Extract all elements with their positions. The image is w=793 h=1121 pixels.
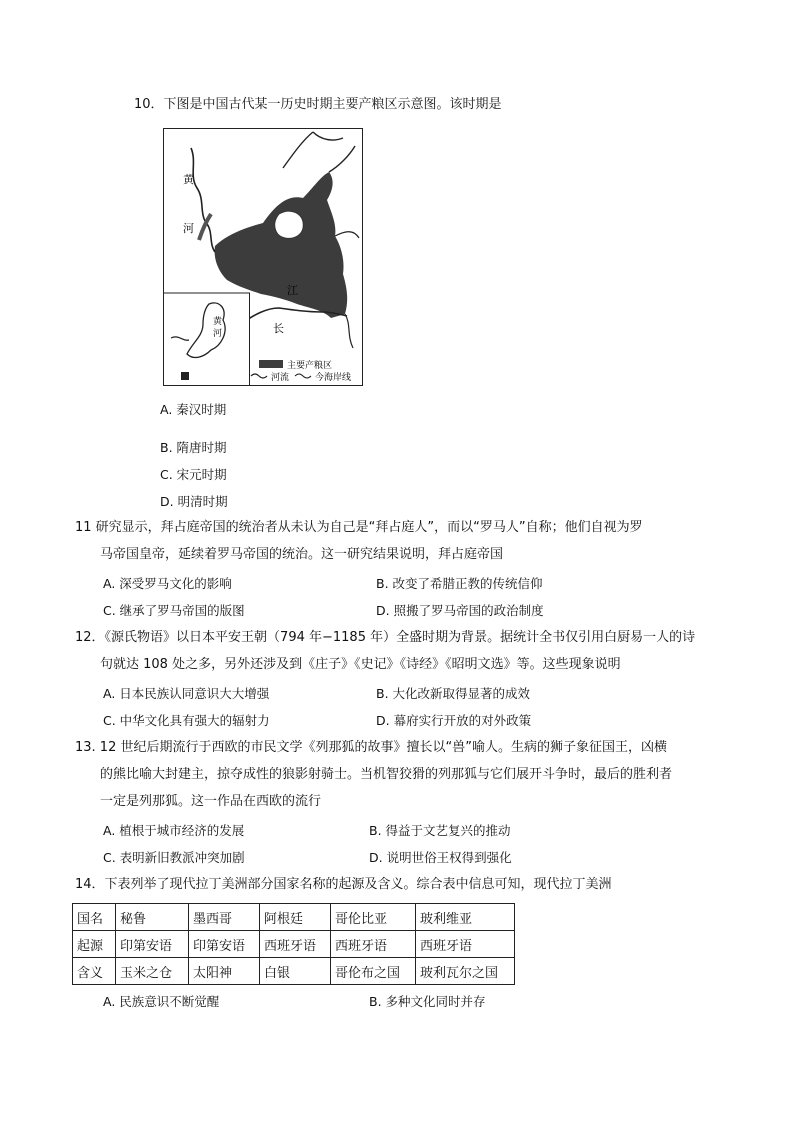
table-cell: 起源 [73,931,116,958]
q11-option-c[interactable]: C. 继承了罗马帝国的版图 [103,603,245,618]
q10-option-a[interactable]: A. 秦汉时期 [160,402,227,417]
table-cell: 西班牙语 [260,931,331,958]
table-row [73,931,515,958]
table-cell: 白银 [260,958,331,985]
table-cell: 玻利维亚 [416,904,515,931]
table-cell: 国名 [73,904,116,931]
q10-option-b[interactable]: B. 隋唐时期 [160,440,227,455]
q13-option-a[interactable]: A. 植根于城市经济的发展 [103,823,245,838]
table-cell: 哥伦布之国 [331,958,416,985]
q11-stem-line2: 马帝国皇帝，延续着罗马帝国的统治。这一研究结果说明，拜占庭帝国 [100,547,504,562]
q13-stem-line3: 一定是列那狐。这一作品在西欧的流行 [100,794,322,809]
q12-option-c[interactable]: C. 中华文化具有强大的辐射力 [103,713,270,728]
q11-option-b[interactable]: B. 改变了希腊正教的传统信仰 [376,576,543,591]
q12-option-d[interactable]: D. 幕府实行开放的对外政策 [376,713,532,728]
table-cell: 玉米之仓 [116,958,189,985]
river-label-chang: 长 [273,322,284,335]
river-label-jiang: 江 [287,284,298,297]
river-label-huang: 黄 [183,173,194,186]
q13-stem-line2: 的熊比喻大封建主，掠夺成性的狼影射骑士。当机智狡猾的列那狐与它们展开斗争时，最后的胜利者 [100,767,673,782]
table-cell: 印第安语 [116,931,189,958]
legend-area-swatch [259,360,283,368]
table-cell: 墨西哥 [189,904,260,931]
q12-stem-line1: 12．《源氏物语》以日本平安王朝（794 年−1185 年）全盛时期为背景。据统计全书仅引用白厨易一人的诗 [75,630,696,645]
q12-option-b[interactable]: B. 大化改新取得显著的成效 [376,686,531,701]
q11-option-a[interactable]: A. 深受罗马文化的影响 [103,576,232,591]
q12-stem-line2: 句就达 108 处之多，另外还涉及到《庄子》《史记》《诗经》《昭明文选》等。这些现象说明 [100,657,621,672]
table-row [73,904,515,931]
legend-river-label: 河流 [271,373,290,383]
grain-area-map [163,128,363,386]
q10-option-d[interactable]: D. 明清时期 [160,494,228,509]
q13-option-d[interactable]: D. 说明世俗王权得到强化 [369,850,512,865]
table-cell: 西班牙语 [416,931,515,958]
q10-option-c[interactable]: C. 宋元时期 [160,467,227,482]
q13-option-c[interactable]: C. 表明新旧教派冲突加剧 [103,850,245,865]
table-cell: 秘鲁 [116,904,189,931]
river-label-he: 河 [183,222,194,235]
table-cell: 阿根廷 [260,904,331,931]
table-cell: 含义 [73,958,116,985]
legend-coast-label: 今海岸线 [315,373,352,383]
inner-white-region [275,211,304,238]
table-cell: 印第安语 [189,931,260,958]
q10-stem: 10．下图是中国古代某一历史时期主要产粮区示意图。该时期是 [134,97,502,112]
q11-option-d[interactable]: D. 照搬了罗马帝国的政治制度 [376,603,544,618]
table-cell: 太阳神 [189,958,260,985]
q14-option-b[interactable]: B. 多种文化同时并存 [369,994,486,1009]
table-cell: 玻利瓦尔之国 [416,958,515,985]
q12-option-a[interactable]: A. 日本民族认同意识大大增强 [103,686,270,701]
inset-label-1: 黄 [213,317,223,327]
q14-stem: 14．下表列举了现代拉丁美洲部分国家名称的起源及含义。综合表中信息可知，现代拉丁美洲 [75,877,612,892]
table-cell: 哥伦比亚 [331,904,416,931]
q13-stem-line1: 13. 12 世纪后期流行于西欧的市民文学《列那狐的故事》擅长以“兽”喻人。生病的狮子象征国王，凶横 [75,740,667,755]
country-name-table [72,903,515,985]
legend-area-label: 主要产粮区 [287,361,333,371]
q13-option-b[interactable]: B. 得益于文艺复兴的推动 [369,823,511,838]
q14-option-a[interactable]: A. 民族意识不断觉醒 [103,994,220,1009]
table-row [73,958,515,985]
table-cell: 西班牙语 [331,931,416,958]
inset-label-2: 河 [213,329,223,339]
q11-stem-line1: 11 研究显示，拜占庭帝国的统治者从未认为自己是“拜占庭人”，而以“罗马人”自称；他们自视为罗 [75,520,643,535]
